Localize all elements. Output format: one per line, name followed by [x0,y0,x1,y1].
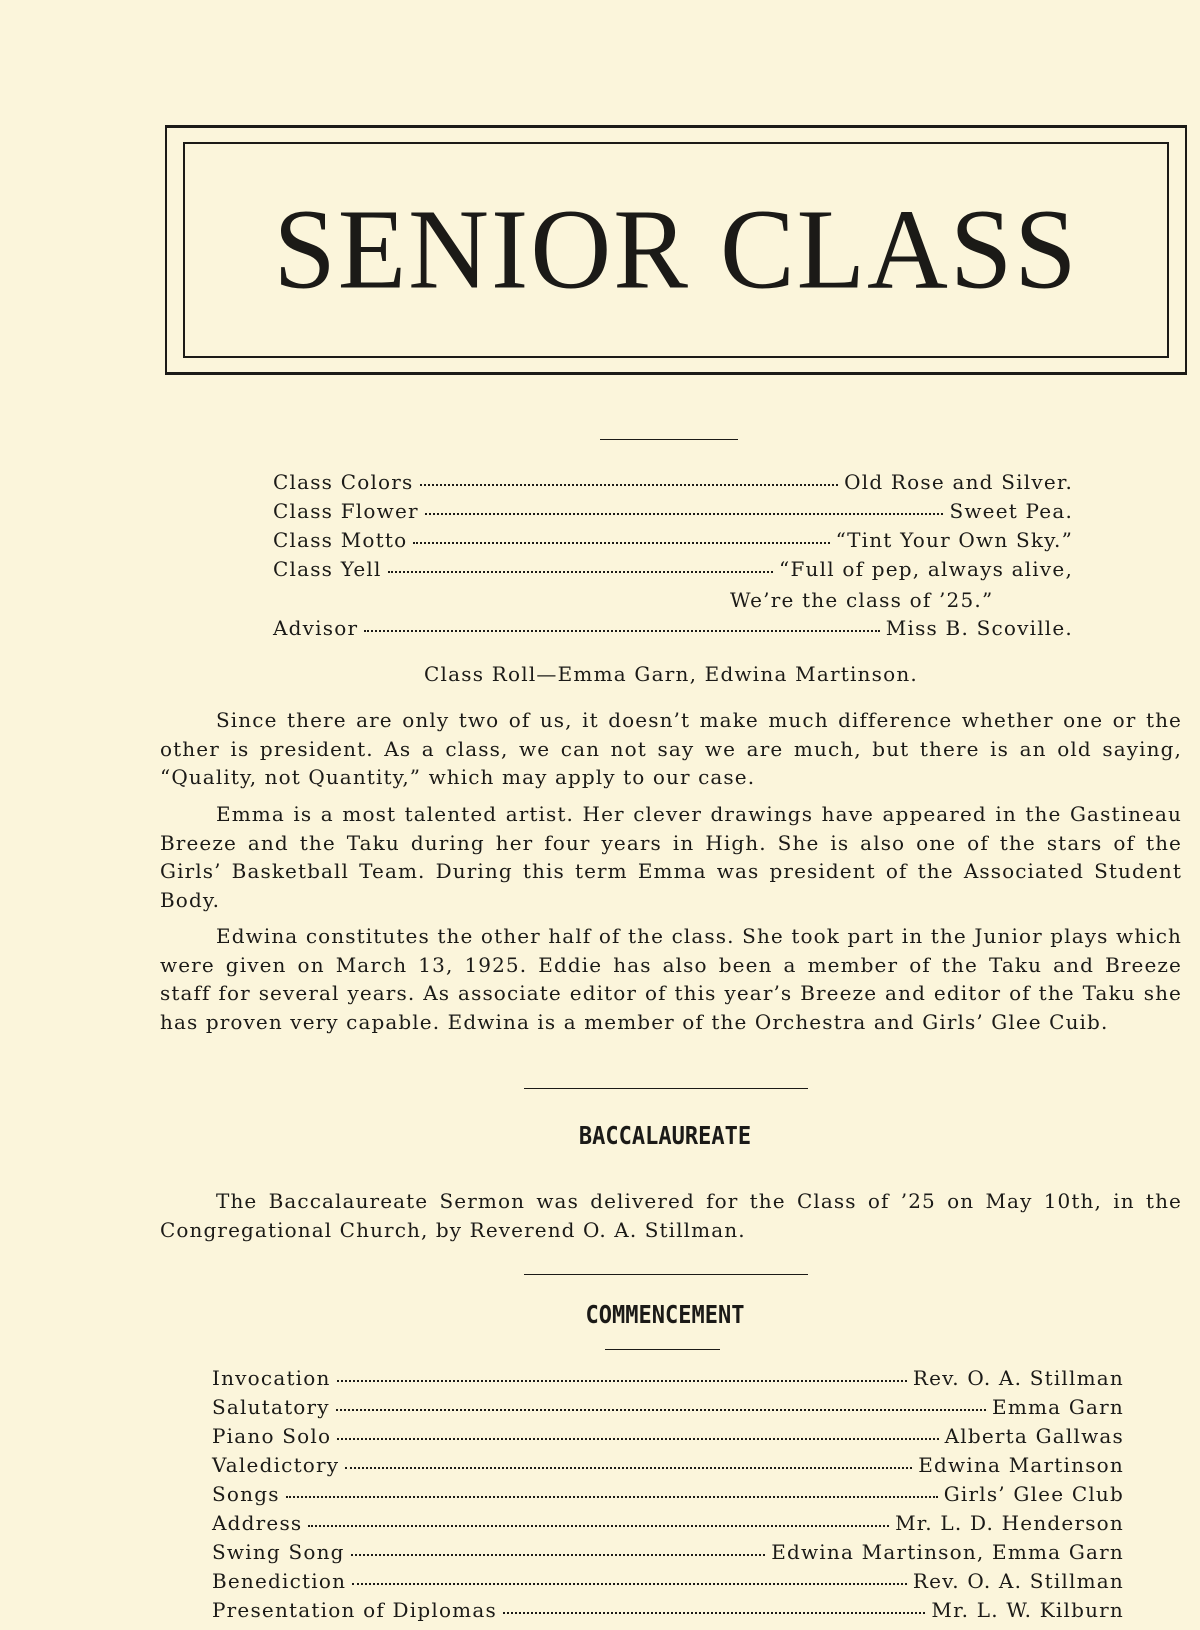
divider-rule [524,1088,808,1089]
program-row [212,1598,1124,1622]
class-info-label: Class Flower [273,499,419,523]
program-performer: Edwina Martinson, Emma Garn [771,1540,1124,1564]
program-performer: Edwina Martinson [918,1453,1124,1477]
baccalaureate-heading: BACCALAUREATE [578,1122,752,1151]
divider-rule [600,439,738,440]
leader-dots [420,484,839,486]
leader-dots [337,1380,907,1382]
program-row [212,1453,1124,1477]
class-info-row [273,499,1073,523]
program-row [212,1424,1124,1448]
class-info-label: Advisor [273,616,359,640]
leader-dots [336,1409,986,1411]
class-info-label: Class Motto [273,528,408,552]
program-performer: Rev. O. A. Stillman [912,1366,1124,1390]
class-info-label: Class Colors [273,470,414,494]
program-item: Benediction [212,1569,347,1593]
class-info-row [273,528,1073,552]
paragraph: Emma is a most talented artist. Her clever drawings have appeared in the Gastineau Breeze and the Taku during her four years in High. She is also one of the stars of the Girls’ Basketball Team. During this term Emma was president of the Associated Student Body. [160,802,1182,912]
program-row [212,1482,1124,1506]
program-item: Salutatory [212,1395,330,1419]
class-info-value: Old Rose and Silver. [844,470,1073,494]
program-item: Songs [212,1482,280,1506]
leader-dots [413,542,829,544]
class-info-label: Class Yell [273,557,382,581]
program-item: Presentation of Diplomas [212,1598,497,1622]
program-item: Valedictory [212,1453,340,1477]
leader-dots [308,1525,889,1527]
leader-dots [425,513,944,515]
program-performer: Mr. L. D. Henderson [895,1511,1124,1535]
program-performer: Girls’ Glee Club [943,1482,1124,1506]
leader-dots [351,1554,766,1556]
program-item: Address [212,1511,303,1535]
class-roll: Class Roll—Emma Garn, Edwina Martinson. [424,662,918,686]
leader-dots [503,1612,925,1614]
program-row [212,1366,1124,1390]
class-info-row [273,616,1073,640]
program-performer: Emma Garn [992,1395,1124,1419]
program-item: Swing Song [212,1540,345,1564]
class-info-row [273,470,1073,494]
baccalaureate-text: The Baccalaureate Sermon was delivered for the Class of ’25 on May 10th, in the Congregational Church, by Reverend O. A. Stillman. [160,1189,1182,1242]
class-info-value: Sweet Pea. [949,499,1073,523]
class-info-row [273,557,1073,581]
leader-dots [345,1467,912,1469]
divider-rule [605,1349,720,1350]
paragraph: Edwina constitutes the other half of the class. She took part in the Junior plays which were given on March 13, 1925. Eddie has also been a member of the Taku and Breeze staff for several years. As associate editor of this year’s Breeze and editor of the Taku she has proven very capable. Edwina is a member of the Orchestra and Girls’ Glee Cuib. [160,924,1182,1034]
program-row [212,1511,1124,1535]
program-performer: Mr. L. W. Kilburn [931,1598,1124,1622]
program-row [212,1569,1124,1593]
page-title: SENIOR CLASS [273,186,1079,314]
program-performer: Alberta Gallwas [944,1424,1124,1448]
class-info-value: “Full of pep, always alive, [779,557,1073,581]
leader-dots [388,571,773,573]
class-info-value: “Tint Your Own Sky.” [835,528,1073,552]
leader-dots [364,630,880,632]
title-frame [165,125,1187,375]
leader-dots [337,1438,938,1440]
class-yell-line-2: We’re the class of ’25.” [730,588,994,612]
program-row [212,1540,1124,1564]
program-item: Invocation [212,1366,331,1390]
paragraph: Since there are only two of us, it doesn’t make much difference whether one or the other is president. As a class, we can not say we are much, but there is an old saying, “Quality, not Quantity,” which may apply to our case. [160,708,1182,789]
commencement-heading: COMMENCEMENT [585,1301,745,1330]
program-row [212,1395,1124,1419]
divider-rule [524,1274,808,1275]
class-info-value: Miss B. Scoville. [885,616,1073,640]
program-performer: Rev. O. A. Stillman [912,1569,1124,1593]
leader-dots [286,1496,938,1498]
title-inner-frame [183,142,1169,358]
program-item: Piano Solo [212,1424,332,1448]
leader-dots [352,1583,907,1585]
